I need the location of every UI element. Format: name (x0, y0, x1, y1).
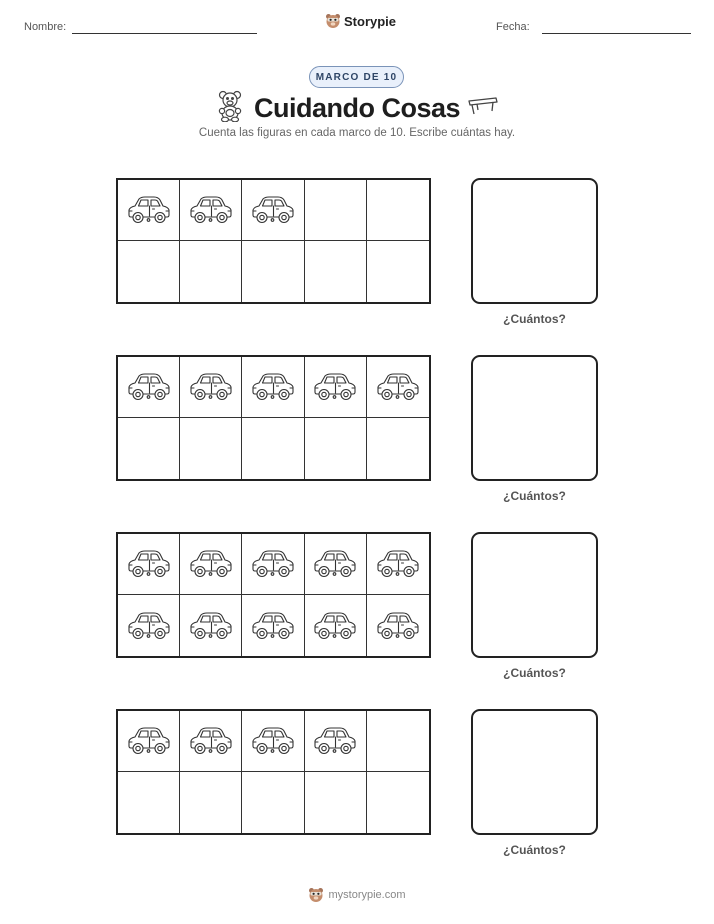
ten-frame-2 (116, 355, 431, 481)
car-icon (250, 610, 296, 642)
brand-name: Storypie (344, 13, 397, 29)
date-label: Fecha: (496, 21, 530, 33)
car-icon (250, 194, 296, 226)
car-icon (188, 548, 234, 580)
ten-frame-3 (116, 532, 431, 658)
frame-cell (367, 711, 429, 772)
name-label: Nombre: (24, 21, 67, 33)
frame-cell (180, 241, 242, 302)
brand-logo (325, 13, 396, 29)
name-field[interactable] (72, 33, 257, 34)
car-icon (126, 371, 172, 403)
frame-cell (118, 595, 180, 656)
frame-cell (242, 241, 304, 302)
frame-cell (118, 180, 180, 241)
car-icon (188, 725, 234, 757)
frame-cell (305, 241, 367, 302)
frame-cell (305, 711, 367, 772)
frame-cell (118, 772, 180, 833)
frame-cell (118, 357, 180, 418)
frame-cell (305, 534, 367, 595)
car-icon (126, 548, 172, 580)
answer-label-1: ¿Cuántos? (503, 312, 566, 326)
bench-icon (467, 96, 499, 121)
answer-box-2[interactable] (471, 355, 598, 481)
frame-cell (367, 241, 429, 302)
answer-box-1[interactable] (471, 178, 598, 304)
answer-label-2: ¿Cuántos? (503, 489, 566, 503)
frame-cell (305, 772, 367, 833)
bear-mascot-icon (308, 887, 324, 903)
answer-box-4[interactable] (471, 709, 598, 835)
car-icon (188, 194, 234, 226)
car-icon (188, 371, 234, 403)
car-icon (312, 548, 358, 580)
frame-cell (367, 772, 429, 833)
ten-frame-4 (116, 709, 431, 835)
frame-cell (367, 418, 429, 479)
date-field[interactable] (542, 33, 691, 34)
frame-cell (305, 595, 367, 656)
page-title: Cuidando Cosas (253, 92, 461, 123)
car-icon (126, 194, 172, 226)
frame-cell (118, 418, 180, 479)
bear-mascot-icon (325, 13, 341, 29)
frame-cell (180, 595, 242, 656)
car-icon (312, 725, 358, 757)
frame-cell (367, 357, 429, 418)
frame-cell (242, 180, 304, 241)
car-icon (250, 548, 296, 580)
frame-cell (242, 595, 304, 656)
frame-cell (180, 418, 242, 479)
car-icon (312, 371, 358, 403)
answer-label-4: ¿Cuántos? (503, 843, 566, 857)
frame-cell (180, 180, 242, 241)
car-icon (375, 610, 421, 642)
instructions: Cuenta las figuras en cada marco de 10. Escribe cuántas hay. (198, 127, 516, 139)
frame-cell (118, 534, 180, 595)
car-icon (126, 610, 172, 642)
car-icon (375, 371, 421, 403)
frame-cell (180, 534, 242, 595)
car-icon (250, 371, 296, 403)
frame-cell (367, 534, 429, 595)
frame-cell (367, 180, 429, 241)
frame-cell (118, 711, 180, 772)
frame-cell (242, 418, 304, 479)
frame-cell (305, 180, 367, 241)
worksheet-badge: MARCO DE 10 (309, 66, 404, 88)
frame-cell (242, 772, 304, 833)
frame-cell (180, 357, 242, 418)
frame-cell (180, 711, 242, 772)
footer-link[interactable]: mystorypie.com (328, 889, 406, 901)
frame-cell (242, 534, 304, 595)
ten-frame-1 (116, 178, 431, 304)
frame-cell (305, 418, 367, 479)
footer (257, 884, 457, 906)
frame-cell (242, 357, 304, 418)
frame-cell (242, 711, 304, 772)
car-icon (312, 610, 358, 642)
frame-cell (180, 772, 242, 833)
answer-box-3[interactable] (471, 532, 598, 658)
frame-cell (305, 357, 367, 418)
answer-label-3: ¿Cuántos? (503, 666, 566, 680)
frame-cell (118, 241, 180, 302)
frame-cell (367, 595, 429, 656)
car-icon (188, 610, 234, 642)
car-icon (375, 548, 421, 580)
car-icon (250, 725, 296, 757)
car-icon (126, 725, 172, 757)
